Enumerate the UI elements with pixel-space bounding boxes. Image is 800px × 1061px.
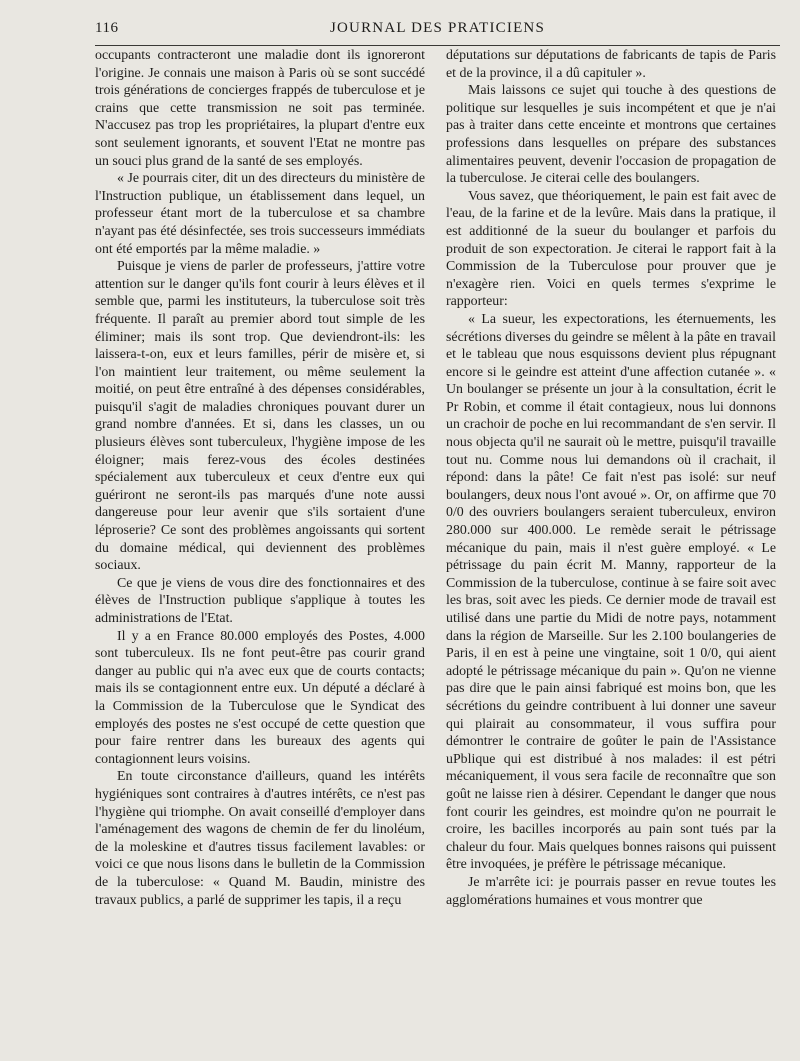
page-number: 116 xyxy=(95,20,119,36)
paragraph: Il y a en France 80.000 employés des Postes, 4.000 sont tuberculeux. Ils ne font peut-être pas courir grand danger au public qui n'a avec eux que de courts contacts; mais ils se contagionnent entre eux. Un député a déclaré à la Commission de la Tuberculose que le Syndicat des employés des postes ne s'est occupé de cette question que pour faire rentrer dans les bureaux des agents qui contagionnent leurs voisins. xyxy=(95,628,425,767)
right-column xyxy=(446,47,776,909)
paragraph: « La sueur, les expectorations, les éternuements, les sécrétions diverses du geindre se mêlent à la pâte en travail et le tableau que nous esquissons devient plus répugnant encore si le geindre est atteint d'une affection cutanée ». « Un boulanger se présente un jour à la consultation, écrit le Pr Robin, et comme il était contagieux, nous lui donnons un crachoir de poche en lui recommandant de s'en servir. Il nous objecta qu'il ne saurait où le mettre, puisqu'il travaille tout nu. Comme nous lui demandons où il crachait, il répond: dans la pâte! Ce fait n'est pas isolé: sur neuf boulangers, deux nous l'ont avoué ». Or, on affirme que 70 0/0 des ouvriers boulangers seraient tuberculeux, environ 280.000 sur 400.000. Le remède serait le pétrissage mécanique du pain, mais il n'est guère employé. « Le pétrissage du pain écrit M. Manny, rapporteur de la Commission de la tuberculose, continue à se faire soit avec les bras, soit avec les pieds. Ce dernier mode de travail est utilisé dans une partie du Midi de notre pays, notamment dans la région de Marseille. Sur les 2.100 boulangeries de Paris, il en est à peine une vingtaine, soit 1 0/0, qui aient adopté le pétrissage mécanique du pain ». Qu'on ne vienne pas dire que le pain ainsi fabriqué est moins bon, que les sécrétions du geindre contribuent à lui donner une saveur qui plairait au consommateur, il vous suffira pour démontrer le contraire de goûter le pain de l'Assistance uPblique qui est distribué à nos malades: il est pétri mécaniquement, il vous sera facile de reconnaître que son goût ne laisse rien à désirer. Cependant le danger que nous font courir les geindres, est moindre qu'on ne pourrait le croire, les bacilles incorporés au pain sont tués par la chaleur du four. Mais quelques bonnes raisons qui puissent être invoquées, je préfère le pétrissage mécanique. xyxy=(446,311,776,873)
paragraph: Je m'arrête ici: je pourrais passer en revue toutes les agglomérations humaines et vous montrer que xyxy=(446,874,776,908)
running-title: JOURNAL DES PRATICIENS xyxy=(329,20,546,36)
paragraph: Mais laissons ce sujet qui touche à des questions de politique sur lesquelles je suis incompétent et que je n'ai pas à traiter dans cette enceinte et montrons que certaines professions dans lesquelles on prépare des substances alimentaires peuvent, devenir l'occasion de propagation de la tuberculose. Je citerai celle des boulangers. xyxy=(446,83,776,187)
paragraph: occupants contracteront une maladie dont ils ignoreront l'origine. Je connais une maison à Paris où se sont succédé trois générations de concierges frappés de tuberculose et je crains que cette transmission ne soit pas terminée. N'accusez pas trop les propriétaires, la plupart d'entre eux sont seulement ignorants, et souvent l'Etat ne montre pas un souci plus grand de la santé de ses employés. xyxy=(95,48,425,169)
running-header xyxy=(95,18,780,44)
paragraph: En toute circonstance d'ailleurs, quand les intérêts hygiéniques sont contraires à d'autres intérêts, ce n'est pas l'hygiène qui triomphe. On avait conseillé d'employer dans l'aménagement des wagons de chemin de fer du linoléum, de la moleskine et d'autres tissus facilement lavables: or voici ce que nous lisons dans le bulletin de la Commission de la tuberculose: « Quand M. Baudin, ministre des travaux publics, a parlé de supprimer les tapis, il a reçu xyxy=(95,769,425,908)
left-column xyxy=(95,47,425,909)
paragraph: Ce que je viens de vous dire des fonctionnaires et des élèves de l'Instruction publique s'applique à toutes les administrations de l'Etat. xyxy=(95,575,425,626)
paragraph: Vous savez, que théoriquement, le pain est fait avec de l'eau, de la farine et de la levûre. Mais dans la pratique, il est additionné de la sueur du boulanger et parfois du produit de son expectoration. Je citerai le rapport fait à la Commission de la Tuberculose pour prouver que je n'exagère rien. Voici en quels termes s'exprime le rapporteur: xyxy=(446,188,776,310)
paragraph: Puisque je viens de parler de professeurs, j'attire votre attention sur le danger qu'ils font courir à leurs élèves et il semble que, parmi les instituteurs, la tuberculose soit très fréquente. Il paraît au premier abord tout simple de les éliminer; mais ils sont trop. Que deviendront-ils: les laissera-t-on, eux et leurs familles, périr de misère et, si l'on maintient leur traitement, ou même seulement la moitié, on peut être entraîné à des dépenses considérables, puisqu'il s'agit de maladies chroniques pouvant durer un grand nombre d'années. Et si, dans les classes, un ou plusieurs élèves sont tuberculeux, l'hygiène impose de les éloigner; mais ferez-vous des écoles destinées spécialement aux tuberculeux et ceux d'entre eux qui guériront ne seront-ils pas marqués d'une note aussi dangereuse pour leur avenir que s'ils sortaient d'une léproserie? Ce sont des problèmes angoissants qui sortent du domaine médical, qui deviennent des problèmes sociaux. xyxy=(95,259,425,574)
paragraph: députations sur députations de fabricants de tapis de Paris et de la province, il a dû capituler ». xyxy=(446,48,776,81)
header-rule xyxy=(95,45,780,46)
paragraph: « Je pourrais citer, dit un des directeurs du ministère de l'Instruction publique, un établissement dans lequel, un professeur étant mort de la tuberculose et sa chambre n'ayant pas été désinfectée, ses trois successeurs immédiats ont été emportés par la même maladie. » xyxy=(95,171,425,257)
